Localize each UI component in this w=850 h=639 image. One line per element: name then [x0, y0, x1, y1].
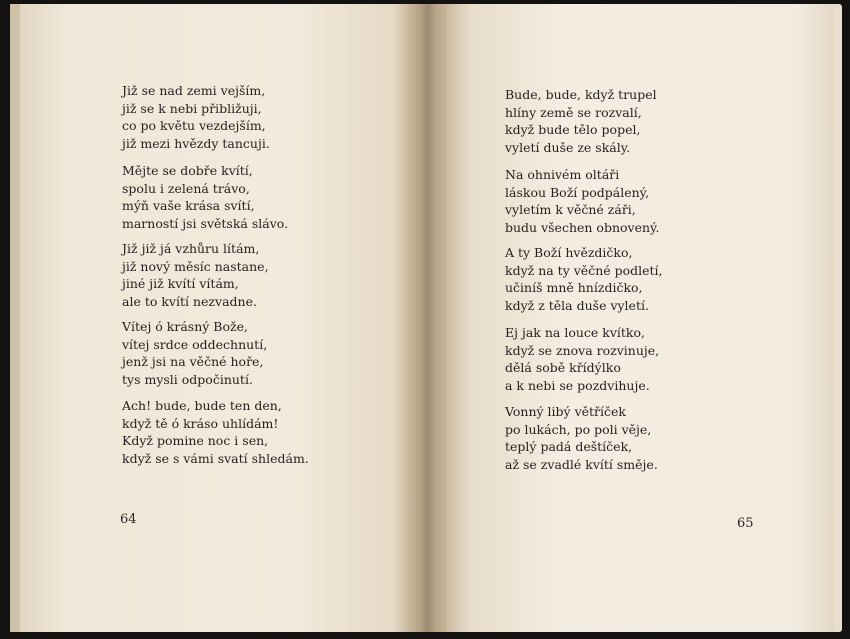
book-spine-gutter — [408, 4, 447, 632]
right-stanza-3: A ty Boží hvězdičko, když na ty věčné podletí, učiníš mně hnízdičko, když z těla duše vyletí. — [505, 245, 663, 313]
page-number-right: 65 — [737, 516, 754, 531]
left-stanza-1: Již se nad zemi vejším, již se k nebi přibližuji, co po květu vezdejším, již mezi hvězdy tancuji. — [122, 83, 270, 151]
right-stanza-5: Vonný libý větříček po lukách, po poli věje, teplý padá deštíček, až se zvadlé kvítí směje. — [505, 404, 658, 472]
right-stanza-1: Bude, bude, když trupel hlíny země se rozvalí, když bude tělo popel, vyletí duše ze skály. — [505, 87, 657, 155]
right-page — [447, 4, 835, 632]
right-stanza-2: Na ohnivém oltáři láskou Boží podpálený, vyletím k věčné záři, budu všechen obnovený. — [505, 167, 660, 235]
page-number-left: 64 — [120, 512, 137, 527]
left-stanza-3: Již již já vzhůru lítám, již nový měsíc nastane, jiné již kvítí vítám, ale to kvítí nezvadne. — [122, 241, 269, 309]
left-stanza-5: Ach! bude, bude ten den, když tě ó kráso uhlídám! Když pomine noc i sen, když se s vámi svatí shledám. — [122, 398, 309, 466]
right-stanza-4: Ej jak na louce kvítko, když se znova rozvinuje, dělá sobě křídýlko a k nebi se pozdvihuje. — [505, 325, 660, 393]
left-page — [20, 4, 408, 632]
left-stanza-4: Vítej ó krásný Bože, vítej srdce oddechnutí, jenž jsi na věčné hoře, tys mysli odpočinutí. — [122, 319, 268, 387]
left-stanza-2: Mějte se dobře kvítí, spolu i zelená trávo, mýň vaše krása svítí, marností jsi světská slávo. — [122, 163, 289, 231]
open-book — [10, 4, 842, 632]
